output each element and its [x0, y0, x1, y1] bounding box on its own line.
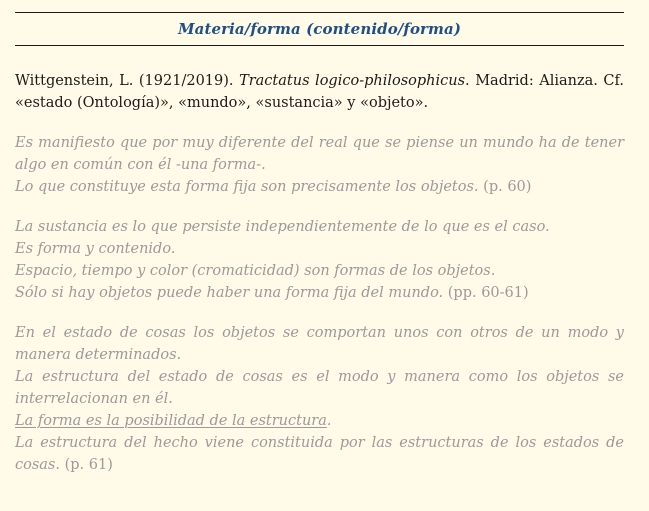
quote-line: Es forma y contenido. [15, 241, 176, 257]
reference-author-year: Wittgenstein, L. (1921/2019). [15, 73, 240, 89]
page-citation: (pp. 60-61) [443, 285, 529, 301]
bibliographic-reference [15, 70, 624, 114]
reference-book-title: Tractatus logico-philosophicus [239, 73, 466, 89]
quote-text: La estructura del hecho viene constituida por las estructuras de los estados de cosas. [15, 435, 624, 473]
quote-text-end: . [326, 413, 332, 429]
quote-line: Es manifiesto que por muy diferente del real que se piense un mundo ha de tener algo en común con él -una forma-. [15, 135, 624, 173]
quote-line-underlined [15, 410, 624, 432]
document-body [15, 70, 624, 494]
quote-paragraph-3 [15, 322, 624, 476]
quote-text: Lo que constituye esta forma fija son precisamente los objetos. [15, 179, 479, 195]
quote-line-with-cite [15, 432, 624, 476]
quote-paragraph-2 [15, 216, 624, 304]
quote-paragraph-1 [15, 132, 624, 198]
quote-line: La sustancia es lo que persiste independientemente de lo que es el caso. [15, 219, 550, 235]
quote-text: Sólo si hay objetos puede haber una forma fija del mundo. [15, 285, 444, 301]
page-citation: (p. 60) [478, 179, 532, 195]
section-header [15, 12, 624, 46]
section-title: Materia/forma (contenido/forma) [177, 20, 462, 38]
underlined-quote-text: La forma es la posibilidad de la estructura [15, 413, 327, 429]
quote-line: En el estado de cosas los objetos se comportan unos con otros de un modo y manera determinados. [15, 325, 624, 363]
quote-line: Espacio, tiempo y color (cromaticidad) son formas de los objetos. [15, 263, 496, 279]
reference-details: . Madrid: Alianza. Cf. «estado (Ontología)», «mundo», «sustancia» y «objeto». [15, 73, 624, 111]
quote-line-with-cite [15, 176, 624, 198]
quote-line: La estructura del estado de cosas es el modo y manera como los objetos se interrelacionan en él. [15, 369, 624, 407]
page-citation: (p. 61) [60, 457, 113, 473]
quote-line-with-cite [15, 282, 624, 304]
